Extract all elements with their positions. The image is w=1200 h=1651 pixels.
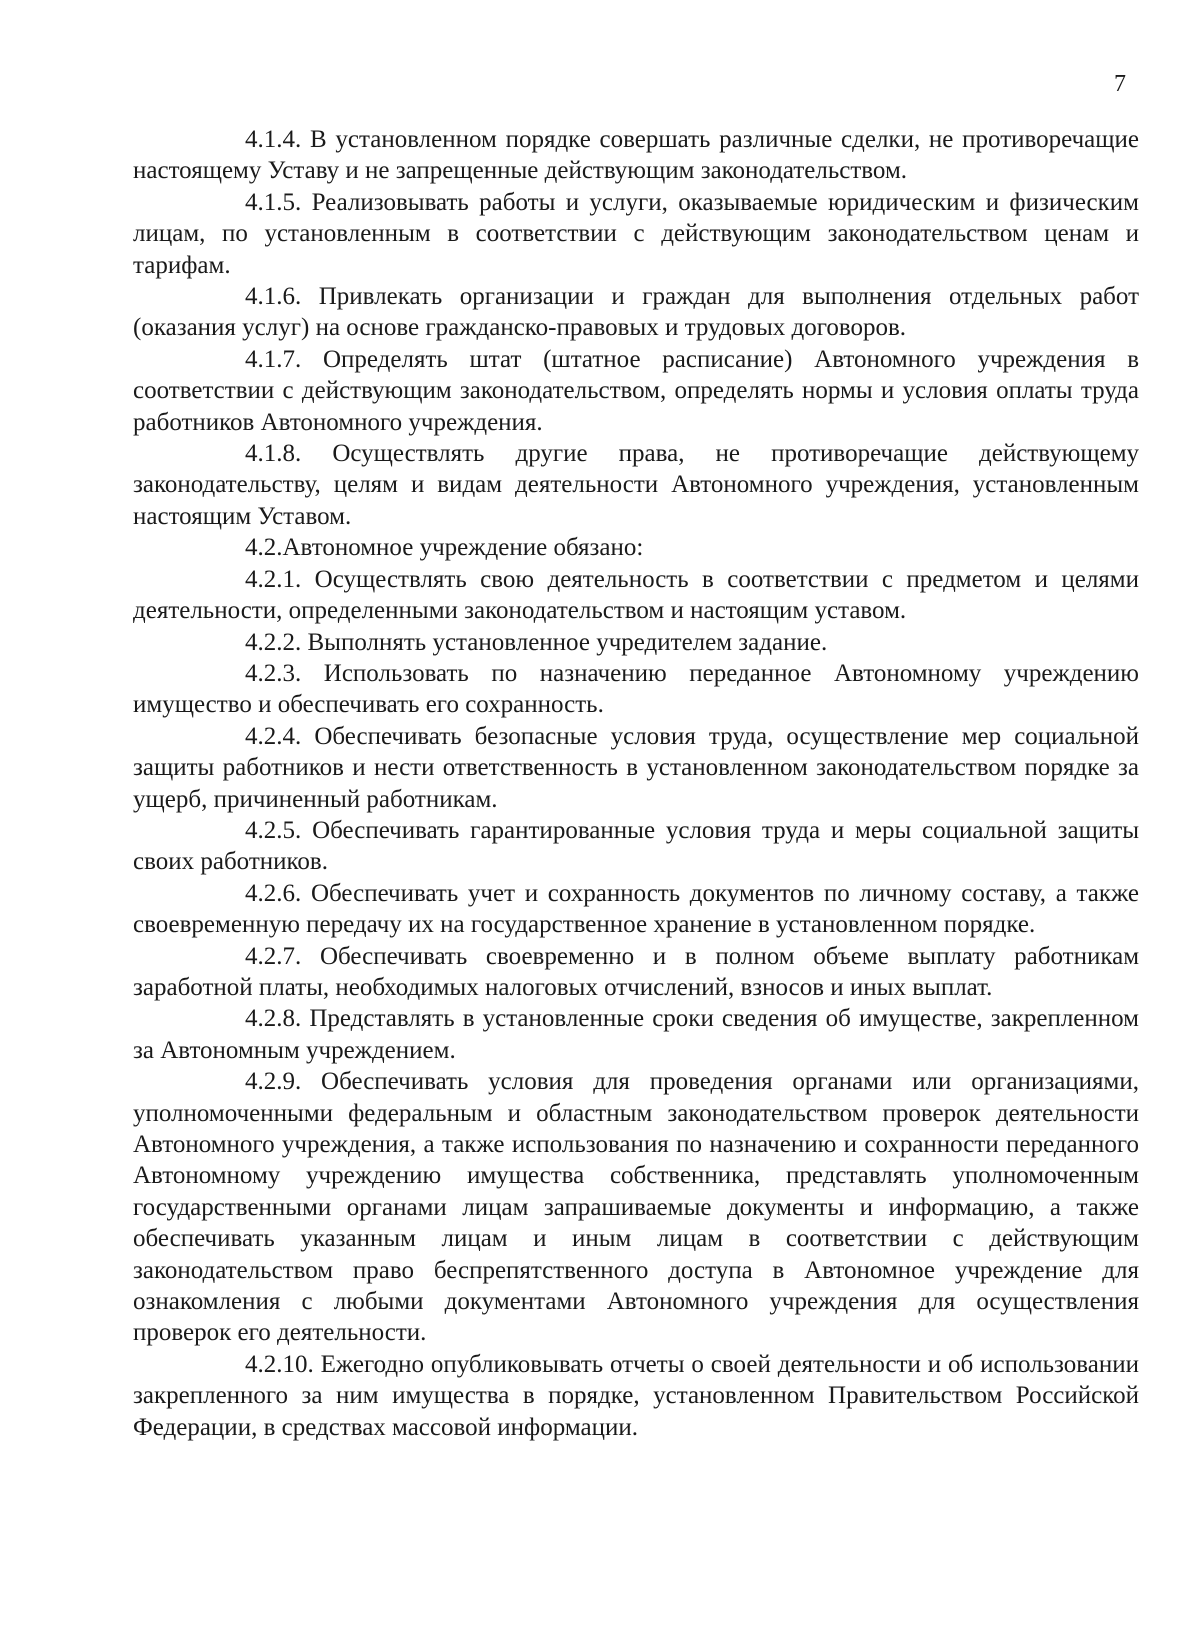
clause-number: 4.1.4. (245, 126, 302, 153)
clause-text: Определять штат (штатное расписание) Автономного учреждения в соответствии с действующим законодательством, определять нормы и условия оплаты труда работников Автономного учреждения. (133, 345, 1139, 436)
clause-number: 4.1.5. (245, 188, 302, 216)
clause-4-2-9 (133, 1066, 1139, 1349)
clause-4-2 (133, 532, 1139, 563)
clause-text: Использовать по назначению переданное Автономному учреждению имущество и обеспечивать его сохранность. (133, 659, 1139, 719)
clause-4-2-3 (133, 658, 1139, 721)
clause-text: Обеспечивать гарантированные условия труда и меры социальной защиты своих работников. (133, 816, 1139, 876)
clause-text: Автономное учреждение обязано: (282, 534, 644, 562)
clause-number: 4.2.9. (245, 1068, 302, 1096)
clause-number: 4.2.10. (245, 1350, 314, 1378)
clause-number: 4.2.8. (245, 1005, 302, 1033)
clause-number: 4.2.3. (245, 659, 302, 687)
clause-text: Реализовывать работы и услуги, оказываемые юридическим и физическим лицам, по установленным в соответствии с действующим законодательством ценам и тарифам. (133, 188, 1139, 279)
clause-number: 4.2. (245, 534, 283, 562)
clause-text: Осуществлять другие права, не противоречащие действующему законодательству, целям и видам деятельности Автономного учреждения, установленным настоящим Уставом. (133, 440, 1140, 530)
clause-4-2-5 (133, 815, 1139, 878)
clause-number: 4.2.2. (245, 628, 302, 656)
clause-4-1-8 (133, 438, 1139, 532)
clause-4-2-6 (133, 878, 1139, 941)
clause-text: Обеспечивать своевременно и в полном объеме выплату работникам заработной платы, необходимых налоговых отчислений, взносов и иных выплат. (133, 942, 1140, 1001)
clause-text: Обеспечивать условия для проведения органами или организациями, уполномоченными федеральным и областным законодательством проверок деятельности Автономного учреждения, а также использования по назначению и сохранности переданного Автономному учреждению имущества собственника, представлять уполномоченным государственными органами лицам запрашиваемые документы и информацию, а также обеспечивать указанным лицам и иным лицам в соответствии с действующим законодательством право беспрепятственного доступа в Автономное учреждение для ознакомления с любыми документами Автономного учреждения для осуществления проверок его деятельности. (133, 1068, 1139, 1347)
clause-text: Выполнять установленное учредителем задание. (307, 628, 828, 656)
clause-4-1-4 (133, 124, 1139, 187)
clause-number: 4.2.4. (245, 722, 302, 750)
clause-text: Обеспечивать учет и сохранность документов по личному составу, а также своевременную передачу их на государственное хранение в установленном порядке. (133, 879, 1140, 939)
clause-4-2-8 (133, 1003, 1139, 1066)
clause-number: 4.2.7. (245, 942, 302, 970)
document-body (133, 124, 1139, 1443)
clause-4-2-1 (133, 564, 1139, 627)
clause-4-2-10 (133, 1349, 1139, 1443)
clause-number: 4.2.1. (245, 565, 302, 593)
clause-text: Ежегодно опубликовывать отчеты о своей деятельности и об использовании закрепленного за ним имущества в порядке, установленном Правительством Российской Федерации, в средствах массовой информации. (133, 1350, 1139, 1441)
clause-4-1-6 (133, 281, 1139, 344)
clause-text: Осуществлять свою деятельность в соответствии с предметом и целями деятельности, определенными законодательством и настоящим уставом. (133, 565, 1140, 625)
clause-4-1-5 (133, 187, 1139, 281)
clause-text: Обеспечивать безопасные условия труда, осуществление мер социальной защиты работников и нести ответственность в установленном законодательством порядке за ущерб, причиненный работникам. (133, 722, 1139, 813)
page-number: 7 (1114, 71, 1126, 97)
clause-4-2-2 (133, 627, 1139, 658)
clause-4-2-7 (133, 941, 1139, 1004)
clause-text: Представлять в установленные сроки сведения об имуществе, закрепленном за Автономным учреждением. (133, 1005, 1140, 1064)
clause-number: 4.2.6. (245, 879, 302, 907)
clause-text: В установленном порядке совершать различные сделки, не противоречащие настоящему Уставу и не запрещенные действующим законодательством. (133, 126, 1139, 185)
clause-number: 4.1.8. (245, 440, 302, 468)
clause-number: 4.2.5. (245, 816, 302, 844)
clause-text: Привлекать организации и граждан для выполнения отдельных работ (оказания услуг) на основе гражданско-правовых и трудовых договоров. (133, 283, 1139, 342)
clause-4-2-4 (133, 721, 1139, 815)
clause-number: 4.1.6. (245, 283, 302, 311)
clause-number: 4.1.7. (245, 345, 302, 373)
clause-4-1-7 (133, 344, 1139, 438)
